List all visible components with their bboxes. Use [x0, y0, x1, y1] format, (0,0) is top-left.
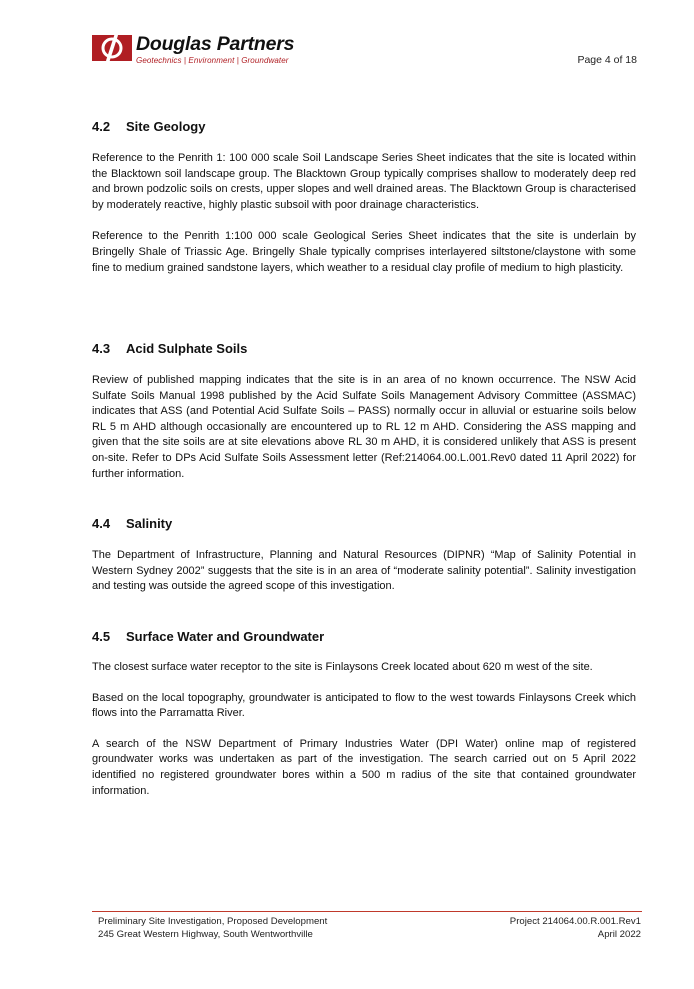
company-logo	[92, 34, 294, 66]
section-site-geology	[92, 119, 636, 276]
footer-right	[510, 916, 641, 941]
paragraph: The Department of Infrastructure, Planning and Natural Resources (DIPNR) “Map of Salinity Potential in Western Sydney 2002” suggests that the site is in an area of “moderate salinity potential”. Salinity investigation and testing was outside the agreed scope of this investigation.	[92, 549, 636, 593]
section-title: Site Geology	[126, 119, 206, 134]
section-title: Salinity	[126, 516, 173, 531]
paragraph: A search of the NSW Department of Primary Industries Water (DPI Water) online map of registered groundwater works was undertaken as part of the investigation. The search carried out on 5 April 2022 identified no registered groundwater bores within a 500 m radius of the site that contained groundwater information.	[92, 737, 636, 797]
section-heading	[92, 516, 636, 531]
section-title: Acid Sulphate Soils	[126, 341, 248, 356]
section-acid-sulphate-soils	[92, 341, 636, 482]
section-heading	[92, 341, 636, 356]
section-heading	[92, 119, 636, 134]
paragraph: The closest surface water receptor to the site is Finlaysons Creek located about 620 m west of the site.	[92, 661, 593, 673]
brand-tagline: Geotechnics | Environment | Groundwater	[136, 55, 289, 65]
footer-site-address: 245 Great Western Highway, South Wentworthville	[98, 928, 313, 940]
footer-rule	[92, 911, 642, 912]
section-salinity	[92, 516, 636, 595]
paragraph: Based on the local topography, groundwater is anticipated to flow to the west towards Finlaysons Creek which flows into the Parramatta River.	[92, 691, 636, 720]
section-heading	[92, 629, 636, 644]
page-number: Page 4 of 18	[577, 54, 637, 66]
section-surface-water-groundwater	[92, 629, 636, 799]
footer-report-title: Preliminary Site Investigation, Proposed Development	[98, 916, 328, 927]
page-header	[0, 0, 694, 80]
paragraph: Reference to the Penrith 1: 100 000 scale Soil Landscape Series Sheet indicates that the site is located within the Blacktown soil landscape group. The Blacktown Group typically comprises shallow to moderately deep red and brown podzolic soils on crests, upper slopes and well drained areas. The Blacktown Group is characterised by moderately reactive, highly plastic subsoil with poor drainage characteristics.	[92, 152, 636, 211]
section-number: 4.2	[92, 119, 111, 134]
footer-left	[98, 916, 327, 941]
section-number: 4.5	[92, 629, 111, 644]
footer-date: April 2022	[597, 928, 641, 940]
douglas-partners-logo-icon	[92, 34, 132, 62]
footer-project-number: Project 214064.00.R.001.Rev1	[509, 916, 641, 927]
brand-name: Douglas Partners	[136, 33, 295, 55]
section-number: 4.3	[92, 341, 111, 356]
section-number: 4.4	[92, 516, 111, 531]
section-title: Surface Water and Groundwater	[126, 629, 325, 644]
paragraph: Review of published mapping indicates that the site is in an area of no known occurrence. The NSW Acid Sulfate Soils Manual 1998 published by the Acid Sulfate Soils Management Advisory Committee (ASSMAC) indicates that ASS (and Potential Acid Sulfate Soils – PASS) normally occur in alluvial or estuarine soils below RL 5 m AHD although occasionally are encountered up to RL 12 m AHD. Considering the ASS mapping and given that the site soils are at site elevations above RL 30 m AHD, it is considered unlikely that ASS is present on-site. Refer to DPs Acid Sulfate Soils Assessment letter (Ref:214064.00.L.001.Rev0 dated 11 April 2022) for further information.	[92, 374, 636, 480]
paragraph: Reference to the Penrith 1:100 000 scale Geological Series Sheet indicates that the site is underlain by Bringelly Shale of Triassic Age. Bringelly Shale typically comprises interlayered siltstone/claystone with some fine to medium grained sandstone layers, which weather to a residual clay profile of medium to high plasticity.	[92, 230, 636, 274]
